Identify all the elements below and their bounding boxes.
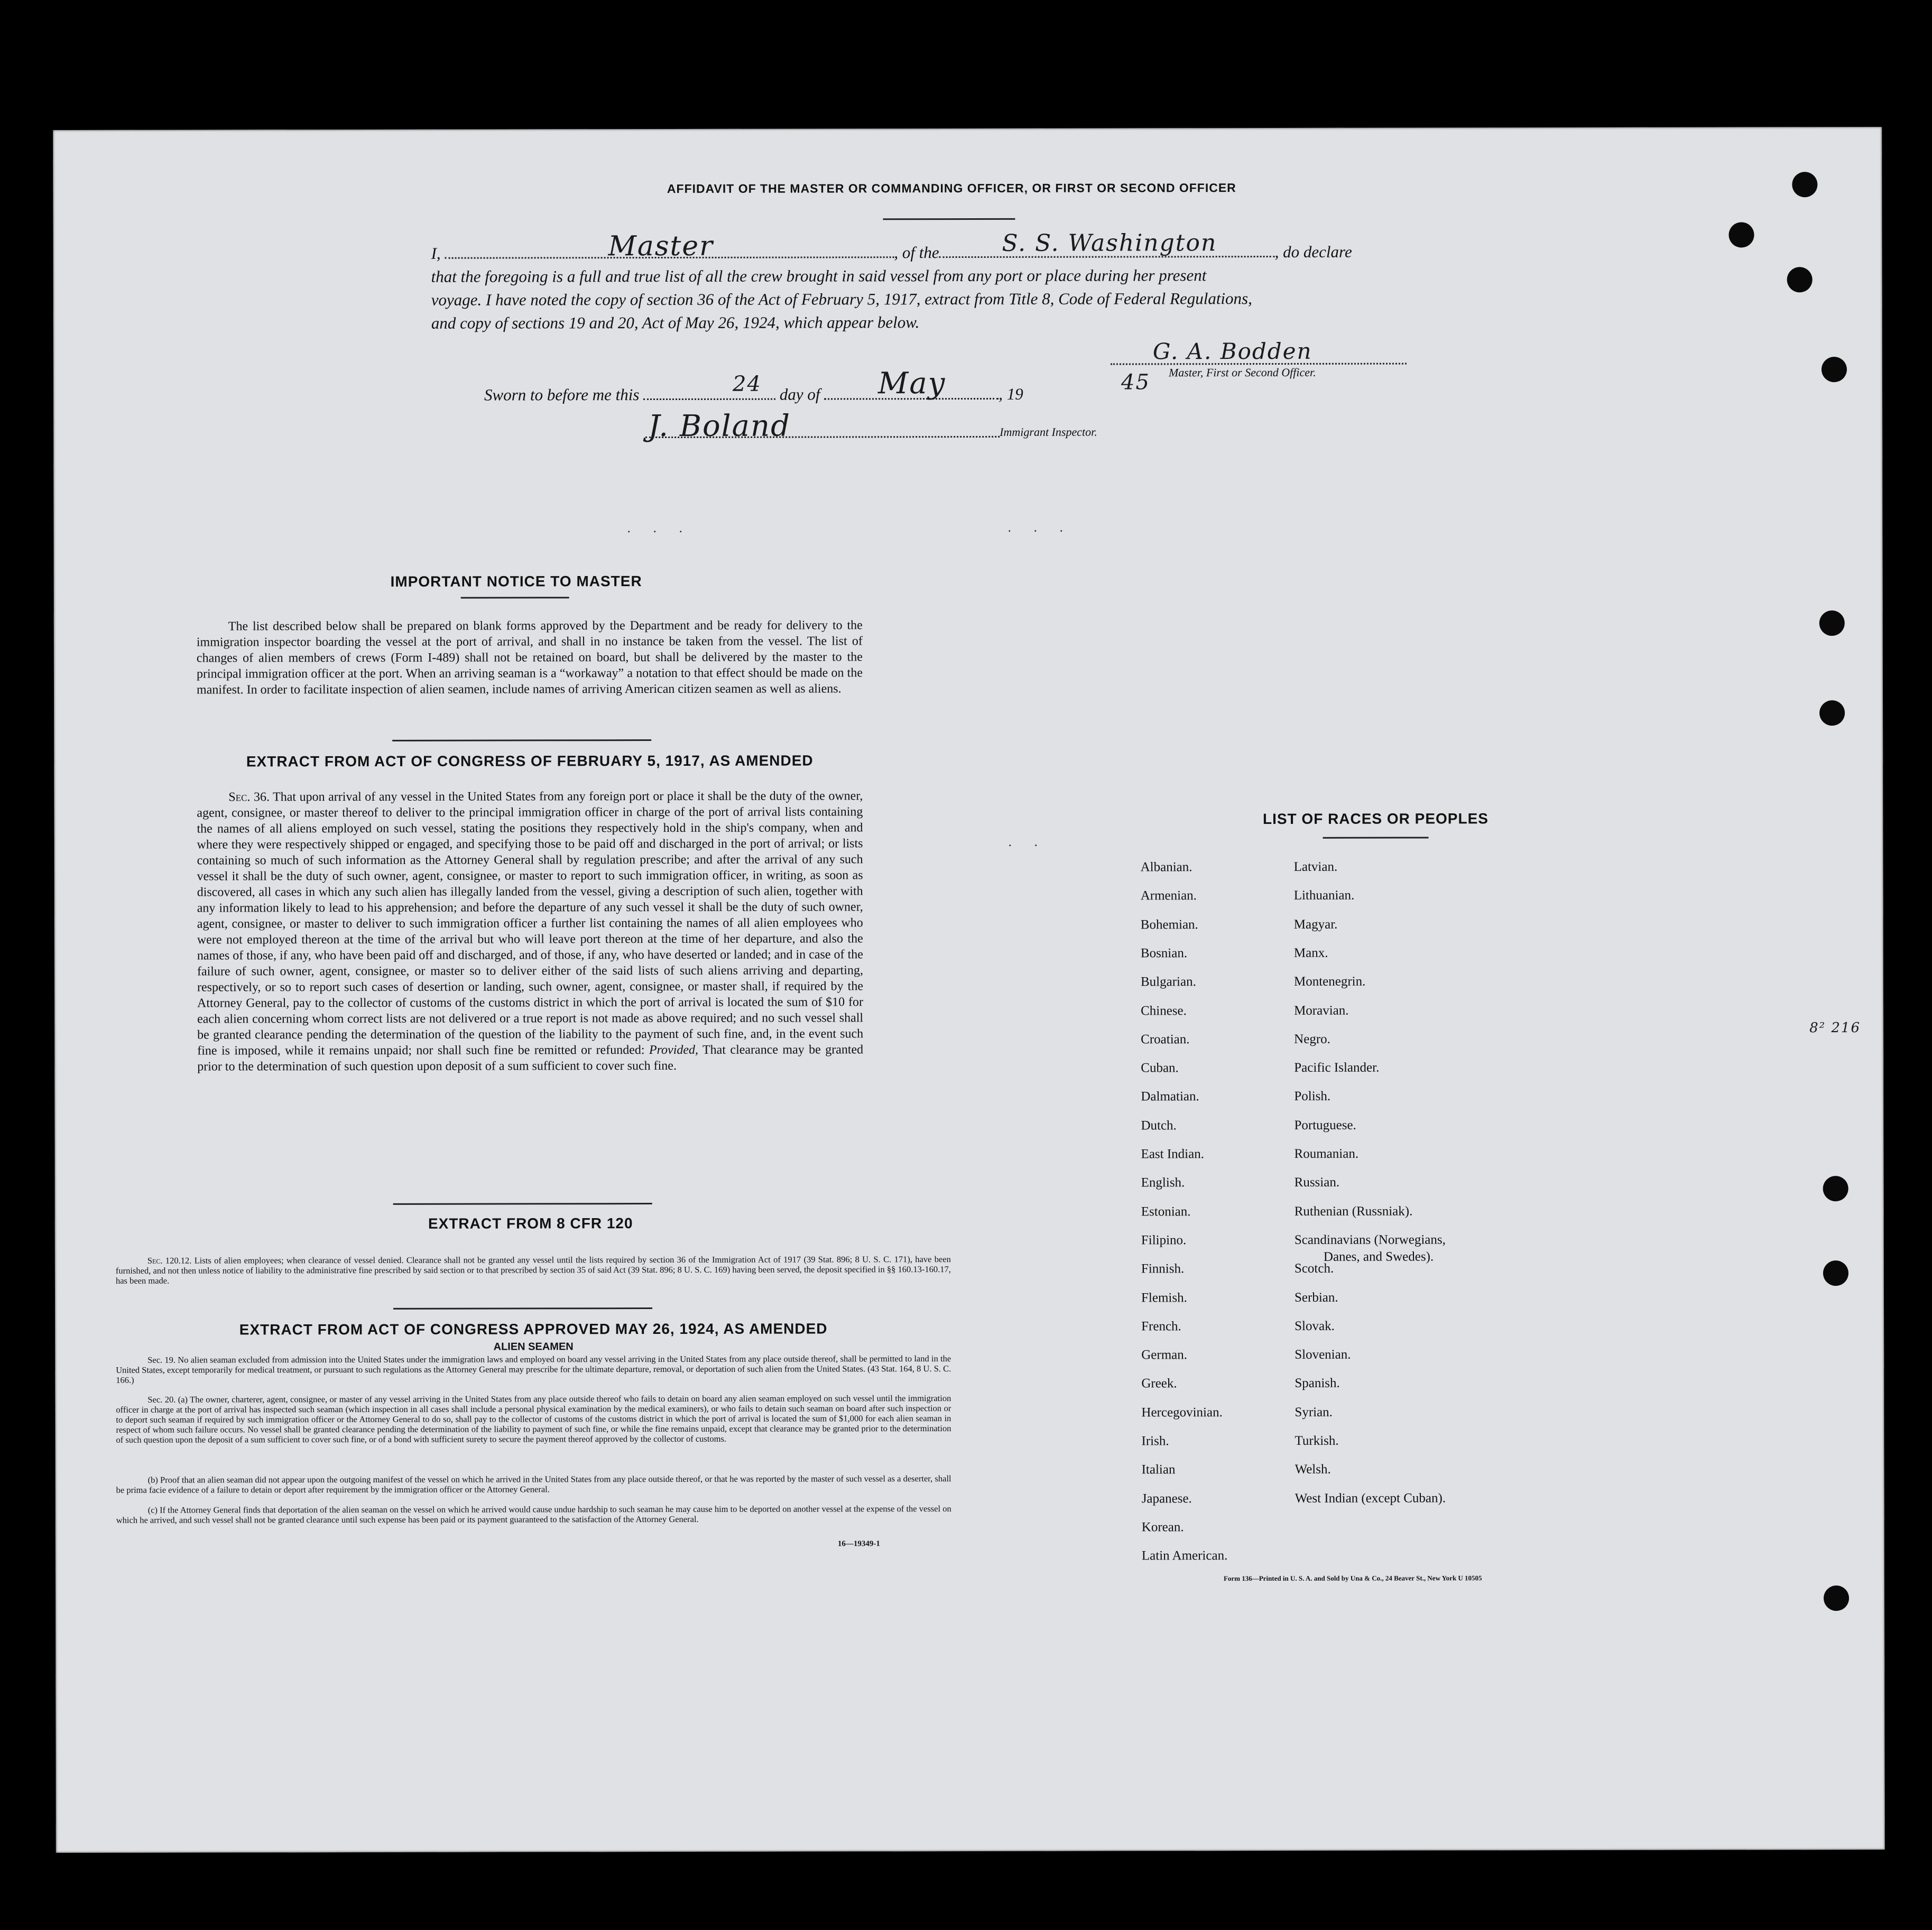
- race-item: German.: [1141, 1348, 1188, 1362]
- form-footer: Form 136—Printed in U. S. A. and Sold by Una & Co., 24 Beaver St., New York U 10505: [1223, 1574, 1482, 1583]
- race-item: Polish.: [1294, 1089, 1331, 1104]
- affidavit-line-4: and copy of sections 19 and 20, Act of May 26, 1924, which appear below.: [431, 313, 920, 332]
- race-item: French.: [1141, 1319, 1181, 1334]
- extract-1917-heading: EXTRACT FROM ACT OF CONGRESS OF FEBRUARY 5, 1917, AS AMENDED: [246, 752, 814, 770]
- notice-underline: [461, 597, 569, 598]
- race-item: Filipino.: [1141, 1233, 1187, 1248]
- race-item: Danes, and Swedes).: [1323, 1249, 1434, 1264]
- handwritten-month: May: [877, 366, 946, 401]
- race-item: Lithuanian.: [1293, 888, 1355, 903]
- race-item: Roumanian.: [1294, 1146, 1359, 1161]
- race-item: Russian.: [1294, 1175, 1340, 1190]
- affidavit-line-1: I, , of the , do declare: [431, 239, 1504, 265]
- race-item: Chinese.: [1141, 1003, 1187, 1018]
- cfr-heading: EXTRACT FROM 8 CFR 120: [428, 1215, 633, 1232]
- handwritten-year: 45: [1121, 370, 1150, 395]
- handwritten-rank: Master: [608, 230, 714, 263]
- notice-heading: IMPORTANT NOTICE TO MASTER: [390, 573, 642, 590]
- alien-seamen-subheading: ALIEN SEAMEN: [493, 1341, 574, 1353]
- race-item: Moravian.: [1294, 1003, 1349, 1018]
- punch-hole: [1787, 267, 1813, 292]
- race-item: Estonian.: [1141, 1204, 1191, 1219]
- race-item: Croatian.: [1141, 1032, 1190, 1047]
- inspector-caption: Immigrant Inspector.: [1000, 425, 1097, 439]
- extract-1924-heading: EXTRACT FROM ACT OF CONGRESS APPROVED MAY 26, 1924, AS AMENDED: [239, 1320, 828, 1338]
- race-item: Greek.: [1141, 1376, 1177, 1391]
- race-item: Welsh.: [1295, 1462, 1331, 1477]
- punch-hole: [1819, 610, 1845, 636]
- rule-divider: [393, 1203, 652, 1205]
- cfr-text: Sec. 120.12. Lists of alien employees; when clearance of vessel denied. Clearance shall not be granted any vessel until the lists required by section 36 of the Immigration Act of 1917 (39 Stat. 896; 8 U. S. C. 171), have been furnished, and not then unless notice of liability to the administrative fine prescribed by said section or to that prescribed by section 35 of said Act (39 Stat. 896; 8 U. S. C. 169) having been served, the deposit specified in §§ 160.13-160.17, has been made.: [115, 1254, 951, 1286]
- race-item: Dutch.: [1141, 1118, 1177, 1133]
- race-item: Cuban.: [1141, 1061, 1179, 1075]
- notice-text: The list described below shall be prepared on blank forms approved by the Department and be ready for delivery to the immigration inspector boarding the vessel at the port of arrival, and shall in no instance be taken from the vessel. The list of changes of alien members of crews (Form I-489) shall not be retained on board, but shall be delivered by the master to the principal immigration officer at the port. When an arriving seaman is a “workaway” a notation to that effect should be made on the manifest. In order to facilitate inspection of alien seamen, include names of arriving American citizen seamen as well as aliens.: [196, 618, 863, 697]
- affidavit-title: AFFIDAVIT OF THE MASTER OR COMMANDING OFFICER, OR FIRST OR SECOND OFFICER: [667, 181, 1236, 196]
- rule-divider: [393, 1307, 652, 1310]
- margin-note: 8² 216: [1809, 1020, 1861, 1036]
- race-item: Korean.: [1141, 1520, 1184, 1535]
- race-item: Bohemian.: [1140, 917, 1198, 932]
- punch-hole: [1823, 1176, 1848, 1201]
- race-item: Japanese.: [1141, 1491, 1192, 1506]
- sec20c-text: (c) If the Attorney General finds that deportation of the alien seaman on the vessel on which he arrived would cause undue hardship to such seaman he may cause him to be deported on another vessel at the expense of the vessel on which he arrived, and such vessel shall not be granted clearance until such expense has been paid or its payment guaranteed to the satisfaction of the Attorney General.: [116, 1504, 951, 1525]
- race-item: Finnish.: [1141, 1261, 1185, 1276]
- dot-marks: . . .: [1007, 519, 1073, 535]
- race-item: Scandinavians (Norwegians,: [1294, 1232, 1446, 1247]
- document-page: [53, 127, 1885, 1853]
- race-item: Serbian.: [1294, 1290, 1338, 1305]
- race-item: Spanish.: [1295, 1376, 1340, 1391]
- race-item: Flemish.: [1141, 1290, 1187, 1305]
- race-item: Armenian.: [1140, 888, 1197, 903]
- race-item: Turkish.: [1295, 1433, 1339, 1448]
- race-item: Ruthenian (Russniak).: [1294, 1204, 1413, 1219]
- race-item: Italian: [1141, 1462, 1176, 1477]
- dot-marks: . .: [1008, 833, 1048, 849]
- extract-1917-text: Sec. 36. That upon arrival of any vessel in the United States from any foreign port or place it shall be the duty of the owner, agent, consignee, or master thereof to deliver to the principal immigration officer in charge of the port of arrival lists containing the names of all aliens employed on such vessel, stating the positions they respectively hold in the ship's company, when and where they were respectively shipped or engaged, and specifying those to be paid off and discharged in the port of arrival; or lists containing so much of such information as the Attorney General shall by regulation prescribe; and after the arrival of any such vessel it shall be the duty of such owner, agent, consignee, or master to report to such immigration officer, in writing, as soon as discovered, all cases in which any such alien has illegally landed from the vessel, giving a description of such alien, together with any information likely to lead to his apprehension; and before the departure of any such vessel it shall be the duty of such owner, agent, consignee, or master to deliver to such immigration officer a further list containing the names of all alien employees who were not employed thereon at the time of the arrival but who will leave port thereon at the time of her departure, and also the names of those, if any, who have been paid off and discharged, and of those, if any, who have deserted or landed; and in case of the failure of such owner, agent, consignee, or master so to deliver either of the said lists of such aliens arriving and departing, respectively, or so to report such cases of desertion or landing, such owner, agent, consignee, or master shall, if required by the Attorney General, pay to the collector of customs of the customs district in which the port of arrival is located the sum of $10 for each alien concerning whom correct lists are not delivered or a true report is not made as above required; and no such vessel shall be granted clearance pending the determination of the question of the liability to the payment of such fine, and, in the event such fine is imposed, while it remains unpaid; nor shall such fine be remitted or refunded: Provided, That clearance may be granted prior to the determination of such question upon deposit of a sum sufficient to cover such fine.: [197, 789, 864, 1074]
- race-item: Latvian.: [1293, 859, 1338, 874]
- race-item: Syrian.: [1295, 1405, 1333, 1419]
- punch-hole: [1728, 222, 1754, 247]
- race-item: East Indian.: [1141, 1147, 1204, 1162]
- punch-hole: [1824, 1585, 1849, 1611]
- race-item: Dalmatian.: [1141, 1089, 1199, 1104]
- master-caption: Master, First or Second Officer.: [1168, 365, 1316, 379]
- sec19-text: Sec. 19. No alien seaman excluded from admission into the United States under the immigration laws and employed on board any vessel arriving in the United States from any place outside thereof, shall be permitted to land in the United States, except temporarily for medical treatment, or pursuant to such regulations as the Attorney General may prescribe for the ultimate departure, removal, or deportation of such alien from the United States. (43 Stat. 164, 8 U. S. C. 166.): [116, 1353, 951, 1385]
- sec20b-text: (b) Proof that an alien seaman did not appear upon the outgoing manifest of the vessel on which he arrived in the United States from any place outside thereof, or that he was reported by the master of such vessel as a deserter, shall be prima facie evidence of a failure to detain or deport after requirement by the immigration officer or the Attorney General.: [116, 1473, 951, 1495]
- race-item: Slovenian.: [1295, 1347, 1351, 1362]
- race-item: English.: [1141, 1175, 1185, 1190]
- master-signature: G. A. Bodden: [1152, 338, 1312, 365]
- race-item: Manx.: [1293, 945, 1328, 960]
- sworn-line: Sworn to before me this day of , 19: [484, 382, 1224, 406]
- race-item: Pacific Islander.: [1294, 1060, 1380, 1075]
- sec20a-text: Sec. 20. (a) The owner, charterer, agent, consignee, or master of any vessel arriving in the United States from any place outside thereof who fails to detain on board any alien seaman employed on such vessel until the immigration officer in charge at the port of arrival has inspected such seaman (which inspection in all cases shall include a personal physical examination by the medical examiners), or who fails to detain such seaman on board after such inspection or to deport such seaman if required by such immigration officer or the Attorney General to do so, shall pay to the collector of customs of the customs district in which the port of arrival is located the sum of $1,000 for each alien seaman in respect of whom such failure occurs. No vessel shall be granted clearance pending the determination of the liability to payment of such fine, or while the fine remains unpaid, except that clearance may be granted prior to the determination of such question upon the deposit of a sum sufficient to cover such fine, or of a bond with sufficient surety to secure the payment thereof approved by the collector of customs.: [116, 1393, 951, 1445]
- race-item: Negro.: [1294, 1032, 1330, 1046]
- race-item: Scotch.: [1294, 1261, 1334, 1276]
- punch-hole: [1823, 1260, 1848, 1286]
- race-item: West Indian (except Cuban).: [1295, 1491, 1446, 1506]
- race-item: Bosnian.: [1140, 946, 1188, 961]
- handwritten-day: 24: [732, 372, 762, 396]
- race-item: Portuguese.: [1294, 1118, 1356, 1133]
- inspector-line: [645, 436, 1000, 438]
- race-item: Irish.: [1141, 1434, 1169, 1449]
- race-item: Latin American.: [1141, 1548, 1228, 1563]
- handwritten-vessel: S. S. Washington: [1002, 229, 1217, 257]
- race-item: Slovak.: [1295, 1319, 1335, 1333]
- dot-marks: . . .: [627, 519, 692, 536]
- race-item: Albanian.: [1140, 860, 1193, 875]
- form-code: 16—19349-1: [837, 1539, 880, 1548]
- punch-hole: [1819, 700, 1845, 726]
- races-underline: [1323, 837, 1428, 838]
- title-underline: [883, 218, 1015, 220]
- race-item: Bulgarian.: [1140, 975, 1196, 989]
- signature-line: [1111, 363, 1407, 365]
- race-item: Montenegrin.: [1293, 974, 1366, 989]
- rule-divider: [392, 739, 651, 741]
- race-item: Magyar.: [1293, 917, 1338, 932]
- inspector-signature: J. Boland: [648, 409, 791, 444]
- races-heading: LIST OF RACES OR PEOPLES: [1262, 810, 1489, 828]
- punch-hole: [1822, 357, 1847, 382]
- affidavit-line-2: that the foregoing is a full and true list of all the crew brought in said vessel from any port or place during her present: [431, 266, 1207, 286]
- affidavit-line-3: voyage. I have noted the copy of section 36 of the Act of February 5, 1917, extract from Title 8, Code of Federal Regulations,: [431, 289, 1252, 309]
- race-item: Hercegovinian.: [1141, 1405, 1223, 1420]
- punch-hole: [1792, 172, 1817, 197]
